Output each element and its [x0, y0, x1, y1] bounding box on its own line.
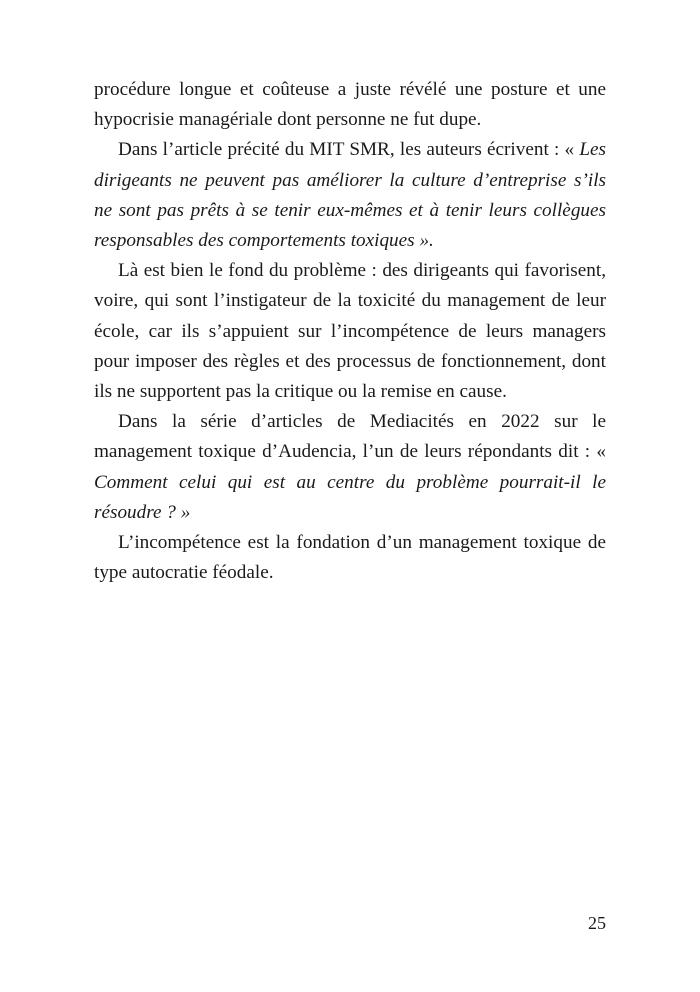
paragraph-3 [94, 256, 606, 407]
paragraph-1-text: procédure longue et coûteuse a juste révélé une posture et une hypocrisie managériale dont personne ne fut dupe. [94, 79, 606, 131]
paragraph-4 [94, 407, 606, 528]
paragraph-2-closing: ». [414, 230, 434, 252]
paragraph-2-intro: Dans l’article précité du MIT SMR, les auteurs écrivent : « [118, 139, 580, 161]
paragraph-5 [94, 528, 606, 588]
paragraph-4-intro: Dans la série d’articles de Mediacités en 2022 sur le management toxique d’Audencia, l’un de leurs répondants dit : « [94, 411, 606, 463]
paragraph-4-quote: Comment celui qui est au centre du problème pourrait-il le résoudre ? » [94, 471, 606, 523]
page-number: 25 [588, 913, 606, 933]
paragraph-2 [94, 135, 606, 256]
paragraph-5-text: L’incompétence est la fondation d’un management toxique de type autocratie féodale. [94, 532, 606, 584]
paragraph-2-quote: Les dirigeants ne peuvent pas améliorer la culture d’entreprise s’ils ne sont pas prêts à se tenir eux-mêmes et à tenir leurs collègues responsables des comportements toxiques [94, 139, 606, 252]
paragraph-1 [94, 75, 606, 135]
paragraph-3-text: Là est bien le fond du problème : des dirigeants qui favorisent, voire, qui sont l’instigateur de la toxicité du management de leur école, car ils s’appuient sur l’incompétence de leurs managers pour imposer des règles et des processus de fonctionnement, dont ils ne supportent pas la critique ou la remise en cause. [94, 260, 606, 403]
body-text [94, 75, 606, 588]
